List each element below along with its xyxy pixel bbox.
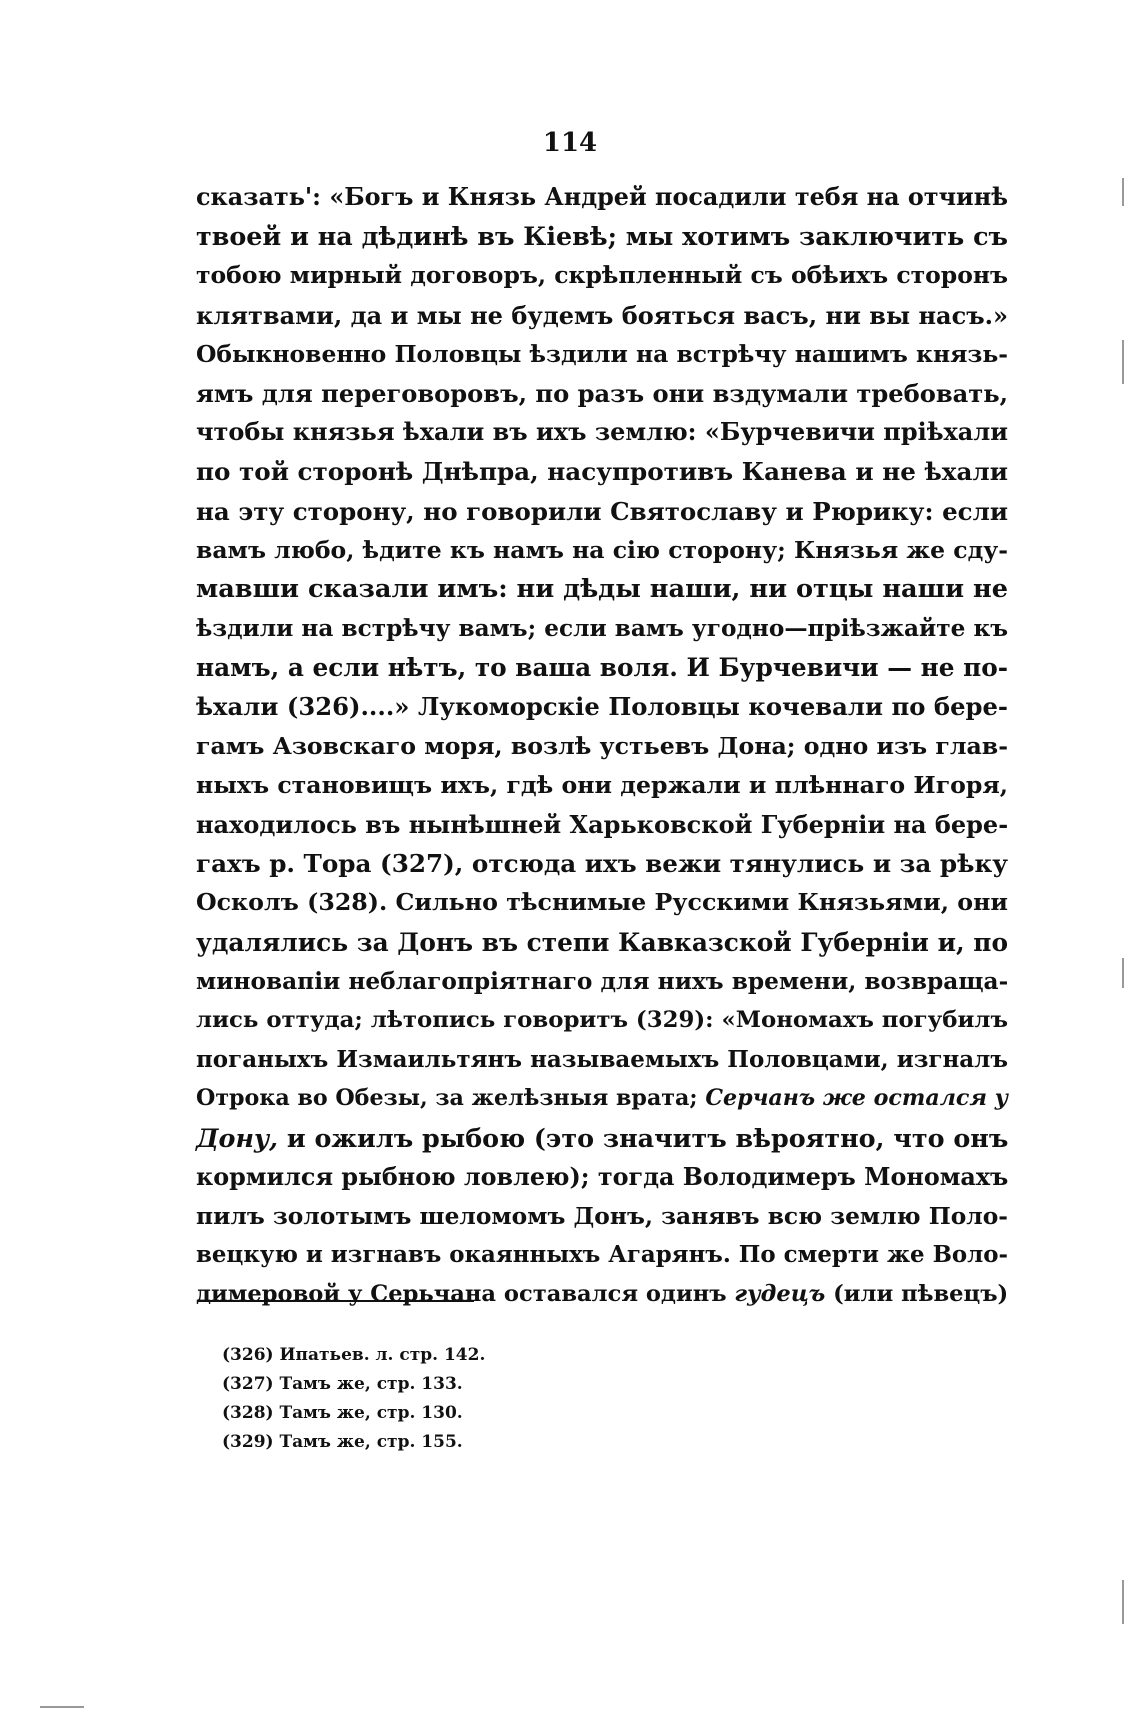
page-number: 114 xyxy=(542,128,598,158)
text-line: по той сторонѣ Днѣпра, насупротивъ Канева и не ѣхали xyxy=(196,457,1008,487)
text-line: сказать': «Богъ и Князь Андрей посадили тебя на отчинѣ xyxy=(196,183,1008,211)
text-line: Дону, и ожилъ рыбою (это значитъ вѣроятно, что онъ xyxy=(196,1122,1009,1153)
text-line: кормился рыбною ловлею); тогда Володимеръ Мономахъ xyxy=(196,1162,1009,1191)
italic-text: гудецъ xyxy=(734,1281,826,1308)
text-line: ямъ для переговоровъ, по разъ они вздумали требовать, xyxy=(196,378,1009,408)
text-line: намъ, а если нѣтъ, то ваша воля. И Бурчевичи — не по- xyxy=(196,653,1009,683)
text-line: вамъ любо, ѣдите къ намъ на сію сторону; Князья же сду- xyxy=(196,535,1009,564)
footnote: (327) Тамъ же, стр. 133. xyxy=(222,1374,463,1394)
text-line: миновапіи неблагопріятнаго для нихъ времени, возвраща- xyxy=(196,967,1009,995)
text-line: Отрока во Обезы, за желѣзныя врата; Серчанъ же остался у xyxy=(196,1085,1009,1112)
text-line: гамъ Азовскаго моря, возлѣ устьевъ Дона; одно изъ глав- xyxy=(196,731,1008,760)
footnotes xyxy=(222,1341,485,1457)
text-line: находилось въ нынѣшней Харьковской Губерніи на бере- xyxy=(196,810,1009,839)
text-line: ѣздили на встрѣчу вамъ; если вамъ угодно—пріѣзжайте къ xyxy=(196,615,1008,643)
footnote: (329) Тамъ же, стр. 155. xyxy=(222,1432,463,1452)
text-line: Осколъ (328). Сильно тѣснимые Русскими Князьями, они xyxy=(196,888,1008,917)
text-line: чтобы князья ѣхали въ ихъ землю: «Бурчевичи пріѣхали xyxy=(196,418,1008,447)
body-text xyxy=(196,178,1008,1314)
footnote-divider xyxy=(198,1300,474,1302)
text-line: вецкую и изгнавъ окаянныхъ Агарянъ. По смерти же Воло- xyxy=(196,1242,1008,1269)
text-line: клятвами, да и мы не будемъ бояться васъ, ни вы насъ.» xyxy=(196,300,1008,330)
footnote: (326) Ипатьев. л. стр. 142. xyxy=(222,1345,486,1365)
scan-mark xyxy=(40,1706,84,1708)
text-line: тобою мирный договоръ, скрѣпленный съ обѣихъ сторонъ xyxy=(196,261,1008,290)
text-line: удалялись за Донъ въ степи Кавказской Губерніи и, по xyxy=(196,927,1008,957)
text-line: гахъ р. Тора (327), отсюда ихъ вежи тянулись и за рѣку xyxy=(196,849,1008,879)
text-line: Обыкновенно Половцы ѣздили на встрѣчу нашимъ князь- xyxy=(196,339,1008,368)
scan-mark xyxy=(1122,178,1124,206)
text-line: ѣхали (326)....» Лукоморскіе Половцы кочевали по бере- xyxy=(196,692,1008,722)
text-line: пилъ золотымъ шеломомъ Донъ, занявъ всю землю Поло- xyxy=(196,1201,1008,1230)
text-line: лись оттуда; лѣтопись говоритъ (329): «Мономахъ погубилъ xyxy=(196,1006,1008,1033)
italic-text: Дону, xyxy=(196,1122,278,1153)
text-line: мавши сказали имъ: ни дѣды наши, ни отцы наши не xyxy=(196,573,1008,604)
scan-mark xyxy=(1122,340,1124,384)
scan-mark xyxy=(1122,958,1124,988)
text-line: на эту сторону, но говорили Святославу и Рюрику: если xyxy=(196,496,1008,526)
footnote: (328) Тамъ же, стр. 130. xyxy=(222,1403,463,1423)
text-line: поганыхъ Измаильтянъ называемыхъ Половцами, изгналъ xyxy=(196,1046,1008,1074)
text-line: твоей и на дѣдинѣ въ Кіевѣ; мы хотимъ заключить съ xyxy=(196,221,1008,252)
scan-mark xyxy=(1122,1580,1124,1624)
text-line: ныхъ становищъ ихъ, гдѣ они держали и плѣннаго Игоря, xyxy=(196,770,1008,799)
text-line: димеровой у Серьчана оставался одинъ гудецъ (или пѣвецъ) xyxy=(196,1281,1009,1308)
italic-text: Серчанъ же остался у xyxy=(705,1085,1009,1112)
